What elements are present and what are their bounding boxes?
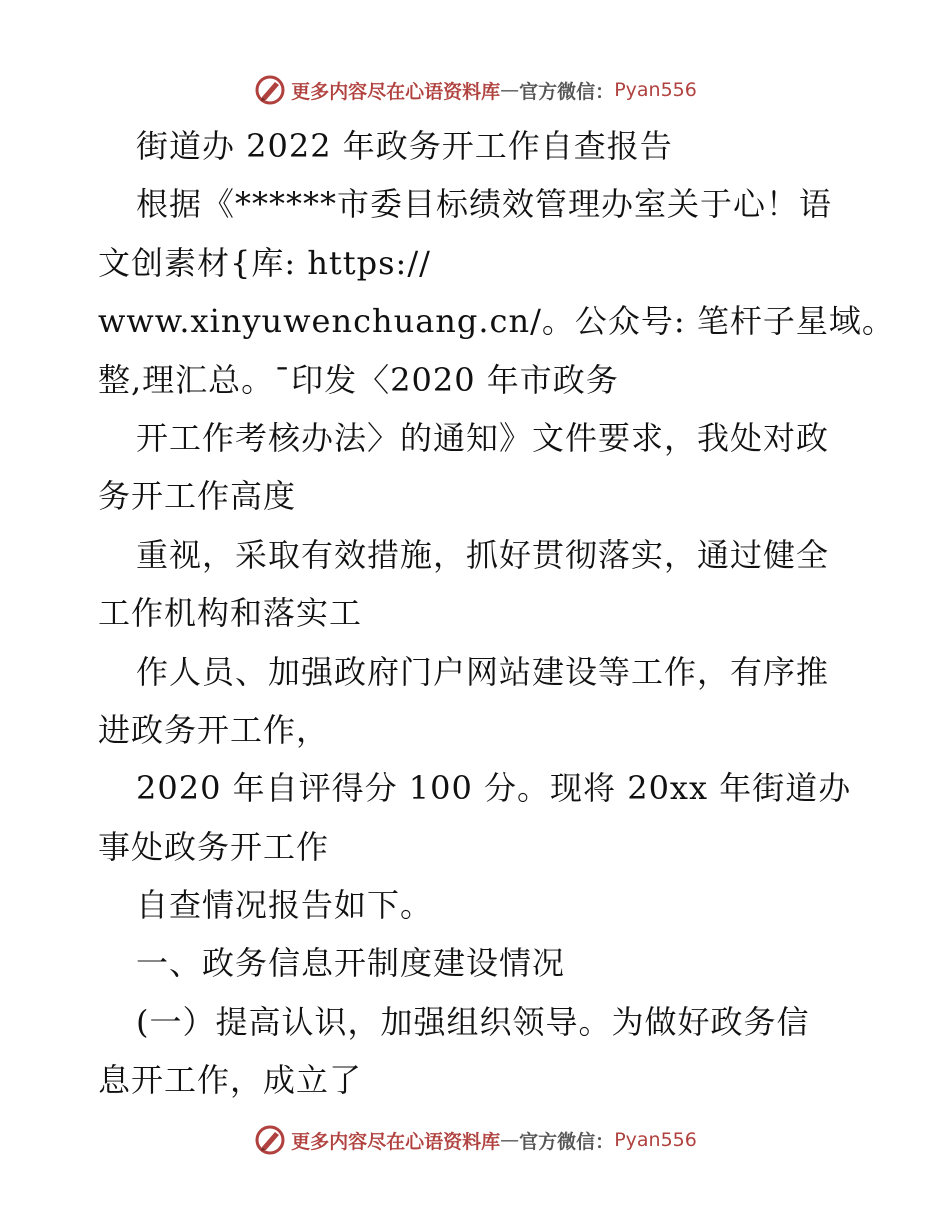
pen-in-circle-icon — [253, 73, 287, 107]
paragraph-line: 作人员、加强政府门户网站建设等工作，有序推 — [136, 652, 830, 691]
banner-wechat-label: 官方微信： — [519, 80, 615, 103]
header-watermark-banner — [0, 70, 950, 110]
document-title: 街道办 2022 年政务开工作自查报告 — [136, 127, 673, 165]
paragraph-line: 根据《******市委目标绩效管理办室关于心！语 — [136, 185, 833, 224]
footer-watermark-banner — [0, 1120, 950, 1160]
paragraph-line: 事处政务开工作 — [98, 827, 330, 866]
paragraph-line: 2020 年自评得分 100 分。现将 20xx 年街道办 — [136, 769, 852, 808]
paragraph-line: 进政务开工作， — [98, 710, 330, 749]
banner-wechat-label: 官方微信： — [519, 1130, 615, 1153]
paragraph-line: 自查情况报告如下。 — [136, 886, 434, 925]
banner-wechat-id: Pyan556 — [614, 79, 697, 101]
paragraph-line: 开工作考核办法〉的通知》文件要求，我处对政 — [136, 418, 830, 457]
banner-wechat-id: Pyan556 — [614, 1129, 697, 1151]
banner-dash: — — [500, 1129, 520, 1151]
paragraph-line: 文创素材{库: https:// — [98, 243, 431, 282]
banner-main-text: 更多内容尽在心语资料库 — [291, 80, 501, 103]
paragraph-line: 重视，采取有效措施，抓好贯彻落实，通过健全 — [136, 535, 830, 574]
paragraph-line: (一）提高认识，加强组织领导。为做好政务信 — [136, 1002, 810, 1041]
banner-main-text: 更多内容尽在心语资料库 — [291, 1130, 501, 1153]
pen-in-circle-icon — [253, 1123, 287, 1157]
paragraph-line: 整,理汇总。¯印发〈2020 年市政务 — [98, 360, 619, 399]
paragraph-line: 务开工作高度 — [98, 477, 297, 516]
paragraph-line: 息开工作，成立了 — [98, 1061, 363, 1100]
section-heading: 一、政务信息开制度建设情况 — [136, 944, 566, 983]
document-body — [98, 117, 895, 1110]
paragraph-line: www.xinyuwenchuang.cn/。公众号: 笔杆子星域。 — [98, 302, 895, 341]
paragraph-line: 工作机构和落实工 — [98, 594, 363, 633]
banner-dash: — — [500, 79, 520, 101]
